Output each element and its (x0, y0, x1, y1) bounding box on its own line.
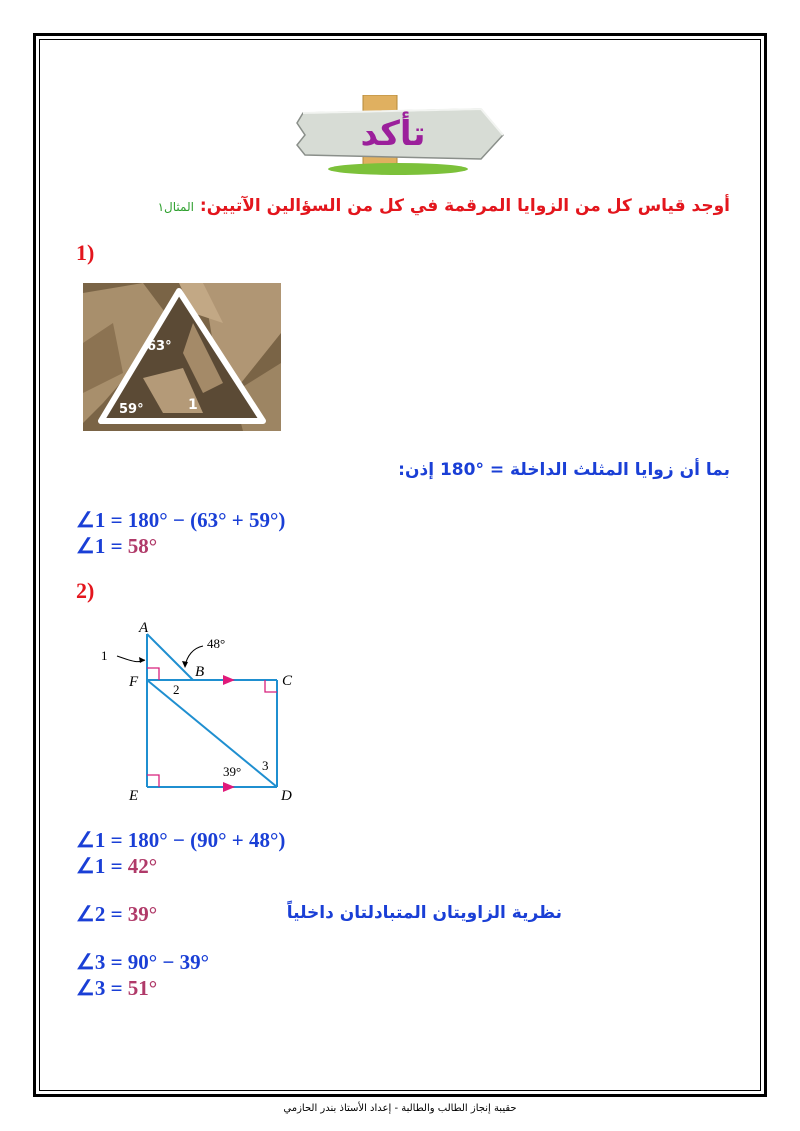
angle-1-label: 1 (101, 648, 108, 663)
angle-1-label: 1 (188, 397, 198, 413)
angle-59-label: 59° (119, 402, 144, 417)
q2-answer-1: 42° (127, 854, 158, 878)
angle-39-label: 39° (223, 764, 242, 779)
geometry-diagram (95, 612, 310, 807)
alternate-angles-theorem-note: نظرية الزاويتان المتبادلتان داخلياً (286, 903, 562, 923)
q2-equation-5-prefix: ∠3 = (76, 976, 128, 1000)
triangle-photo (83, 283, 281, 431)
vertex-C-label: C (282, 673, 293, 689)
q1-equation-2 (76, 534, 157, 559)
q2-equation-4: ∠3 = 90° − 39° (76, 950, 210, 974)
angle-63-label: 63° (147, 339, 172, 354)
q2-equation-3-prefix: ∠2 = (76, 902, 128, 926)
q1-answer: 58° (127, 534, 158, 558)
question-2-number: 2) (76, 578, 95, 603)
q1-equation-2-prefix: ∠1 = (76, 534, 128, 558)
q2-equation-2 (76, 854, 157, 879)
vertex-D-label: D (281, 788, 292, 804)
angle-48-label: 48° (207, 636, 226, 651)
instruction-text: أوجد قياس كل من الزوايا المرقمة في كل من السؤالين الآتيين: (199, 196, 730, 216)
q2-answer-3: 51° (127, 976, 158, 1000)
q2-equation-2-prefix: ∠1 = (76, 854, 128, 878)
page-footer: حقيبة إنجاز الطالب والطالبة - إعداد الأستاذ بندر الحازمي (283, 1103, 517, 1114)
example-tag: المثال١ (157, 200, 194, 214)
question-1-number: 1) (76, 240, 95, 265)
vertex-B-label: B (195, 664, 205, 680)
sign-banner (293, 95, 505, 175)
q2-equation-1: ∠1 = 180° − (90° + 48°) (76, 828, 286, 852)
angle-3-label: 3 (262, 758, 269, 773)
triangle-sum-note: بما أن زوايا المثلث الداخلة = °180 إذن: (398, 460, 730, 480)
instruction-heading (158, 196, 730, 216)
sign-text: تأكد (360, 114, 426, 154)
vertex-F-label: F (129, 674, 139, 690)
angle-2-label: 2 (173, 682, 180, 697)
q2-answer-2: 39° (127, 902, 158, 926)
vertex-E-label: E (129, 788, 139, 804)
vertex-A-label: A (139, 620, 149, 636)
q2-equation-3 (76, 902, 157, 927)
q1-equation-1: ∠1 = 180° − (63° + 59°) (76, 508, 286, 532)
q2-equation-5 (76, 976, 157, 1001)
